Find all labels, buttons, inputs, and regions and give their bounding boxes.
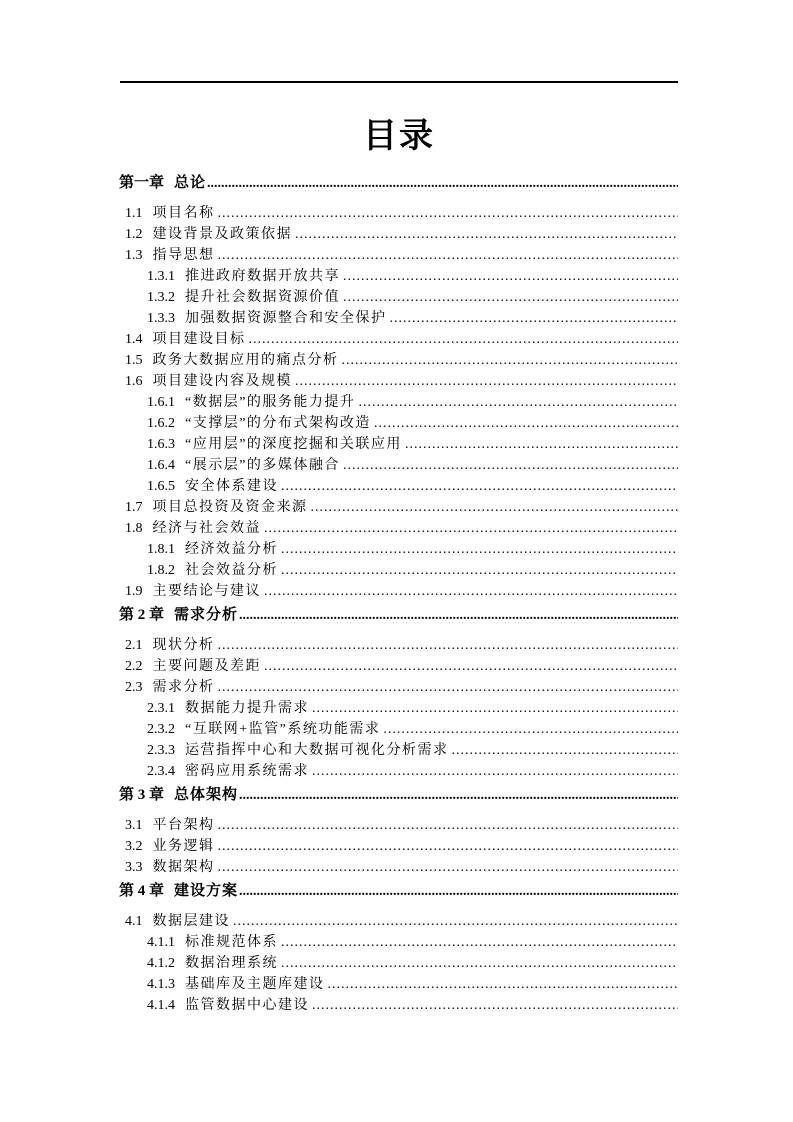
toc-entry[interactable] — [119, 434, 678, 455]
dot-leader — [264, 518, 678, 539]
entry-title: 数据治理系统 — [185, 956, 278, 971]
dot-leader — [218, 677, 679, 698]
page-title: 目录 — [363, 117, 435, 155]
entry-title: 经济效益分析 — [185, 542, 278, 557]
toc-entry[interactable] — [119, 539, 678, 560]
toc-entry[interactable] — [119, 857, 678, 878]
entry-number: 2.1 — [125, 638, 143, 653]
entry-number: 1.7 — [125, 500, 143, 515]
entry-title: 经济与社会效益 — [152, 521, 261, 536]
entry-number: 2.3.3 — [147, 743, 175, 758]
entry-number: 1.6.5 — [147, 479, 175, 494]
dot-leader — [374, 413, 678, 434]
entry-number: 4.1 — [125, 914, 143, 929]
dot-leader — [281, 476, 678, 497]
entry-title: 安全体系建设 — [185, 479, 278, 494]
entry-title: “应用层”的深度挖掘和关联应用 — [185, 437, 402, 452]
toc-entry[interactable] — [119, 308, 678, 329]
dot-leader — [383, 719, 678, 740]
entry-title: 基础库及主题库建设 — [185, 977, 325, 992]
dot-leader — [249, 329, 679, 350]
entry-title: 数据架构 — [152, 860, 215, 875]
toc-entry[interactable] — [119, 581, 678, 602]
toc-entry[interactable] — [119, 350, 678, 371]
entry-number: 1.9 — [125, 584, 143, 599]
toc-entry[interactable] — [119, 761, 678, 782]
toc-entry[interactable] — [119, 740, 678, 761]
entry-number: 1.6.2 — [147, 416, 175, 431]
toc-entry[interactable] — [119, 815, 678, 836]
dot-leader — [239, 605, 678, 626]
entry-title: 数据能力提升需求 — [185, 701, 309, 716]
dot-leader — [312, 698, 678, 719]
entry-number: 2.3.1 — [147, 701, 175, 716]
toc-entry[interactable] — [119, 932, 678, 953]
entry-title: 业务逻辑 — [152, 839, 215, 854]
entry-title: 项目总投资及资金来源 — [152, 500, 308, 515]
entry-title: 加强数据资源整合和安全保护 — [185, 311, 387, 326]
entry-title: 主要问题及差距 — [152, 659, 261, 674]
entry-number: 1.8.1 — [147, 542, 175, 557]
toc-list — [119, 170, 678, 1016]
entry-number: 2.3.4 — [147, 764, 175, 779]
toc-entry[interactable] — [119, 656, 678, 677]
entry-title: 运营指挥中心和大数据可视化分析需求 — [185, 743, 449, 758]
entry-number: 第 4 章 — [119, 883, 165, 899]
entry-number: 4.1.4 — [147, 998, 175, 1013]
entry-title: 项目建设目标 — [152, 332, 246, 347]
entry-number: 3.3 — [125, 860, 143, 875]
toc-entry[interactable] — [119, 836, 678, 857]
toc-entry[interactable] — [119, 677, 678, 698]
entry-number: 1.4 — [125, 332, 143, 347]
entry-title: 标准规范体系 — [185, 935, 278, 950]
entry-number: 1.3 — [125, 248, 143, 263]
entry-number: 1.3.3 — [147, 311, 175, 326]
entry-number: 第 2 章 — [119, 607, 165, 623]
entry-title: 现状分析 — [152, 638, 215, 653]
toc-chapter-heading[interactable] — [119, 785, 678, 806]
entry-title: “支撑层”的分布式架构改造 — [185, 416, 371, 431]
entry-title: 总体架构 — [174, 787, 239, 803]
toc-entry[interactable] — [119, 497, 678, 518]
dot-leader — [218, 836, 679, 857]
entry-number: 1.8 — [125, 521, 143, 536]
toc-chapter-heading[interactable] — [119, 605, 678, 626]
entry-number: 4.1.2 — [147, 956, 175, 971]
entry-title: 建设方案 — [174, 883, 239, 899]
dot-leader — [405, 434, 678, 455]
entry-number: 1.5 — [125, 353, 143, 368]
dot-leader — [218, 857, 679, 878]
entry-number: 4.1.1 — [147, 935, 175, 950]
entry-number: 1.1 — [125, 206, 143, 221]
entry-title: 主要结论与建议 — [152, 584, 261, 599]
entry-title: 指导思想 — [152, 248, 215, 263]
entry-title: “互联网+监管”系统功能需求 — [185, 722, 381, 737]
toc-entry[interactable] — [119, 698, 678, 719]
entry-title: 需求分析 — [152, 680, 215, 695]
dot-leader — [452, 740, 679, 761]
dot-leader — [239, 785, 678, 806]
entry-title: 建设背景及政策依据 — [152, 227, 292, 242]
dot-leader — [264, 656, 678, 677]
entry-number: 1.6 — [125, 374, 143, 389]
entry-number: 1.3.1 — [147, 269, 175, 284]
dot-leader — [218, 245, 679, 266]
toc-entry[interactable] — [119, 995, 678, 1016]
entry-number: 1.6.4 — [147, 458, 175, 473]
toc-entry[interactable] — [119, 974, 678, 995]
dot-leader — [281, 539, 678, 560]
toc-entry[interactable] — [119, 560, 678, 581]
entry-number: 2.3.2 — [147, 722, 175, 737]
entry-number: 1.8.2 — [147, 563, 175, 578]
entry-number: 2.3 — [125, 680, 143, 695]
toc-entry[interactable] — [119, 518, 678, 539]
entry-title: 密码应用系统需求 — [185, 764, 309, 779]
dot-leader — [295, 224, 678, 245]
entry-number: 第 3 章 — [119, 787, 165, 803]
entry-number: 1.2 — [125, 227, 143, 242]
toc-entry[interactable] — [119, 455, 678, 476]
toc-entry[interactable] — [119, 911, 678, 932]
entry-number: 3.1 — [125, 818, 143, 833]
toc-entry[interactable] — [119, 953, 678, 974]
dot-leader — [233, 911, 678, 932]
dot-leader — [281, 953, 678, 974]
dot-leader — [343, 287, 678, 308]
dot-leader — [239, 881, 678, 902]
entry-number: 2.2 — [125, 659, 143, 674]
entry-title: 总论 — [174, 175, 207, 191]
toc-chapter-heading[interactable] — [119, 881, 678, 902]
entry-number: 4.1.3 — [147, 977, 175, 992]
header-rule — [120, 81, 678, 83]
dot-leader — [218, 203, 679, 224]
entry-number: 第一章 — [119, 175, 165, 191]
dot-leader — [342, 350, 679, 371]
entry-title: 提升社会数据资源价值 — [185, 290, 340, 305]
toc-entry[interactable] — [119, 329, 678, 350]
dot-leader — [312, 761, 678, 782]
dot-leader — [281, 560, 678, 581]
dot-leader — [218, 635, 679, 656]
dot-leader — [281, 932, 678, 953]
dot-leader — [390, 308, 679, 329]
dot-leader — [207, 173, 678, 194]
entry-title: “展示层”的多媒体融合 — [185, 458, 340, 473]
toc-entry[interactable] — [119, 245, 678, 266]
toc-entry[interactable] — [119, 392, 678, 413]
toc-entry[interactable] — [119, 476, 678, 497]
toc-entry[interactable] — [119, 203, 678, 224]
toc-entry[interactable] — [119, 413, 678, 434]
dot-leader — [295, 371, 678, 392]
entry-title: 项目建设内容及规模 — [152, 374, 292, 389]
entry-title: 平台架构 — [152, 818, 215, 833]
entry-title: 监管数据中心建设 — [185, 998, 309, 1013]
toc-entry[interactable] — [119, 635, 678, 656]
entry-title: 政务大数据应用的痛点分析 — [152, 353, 339, 368]
entry-number: 3.2 — [125, 839, 143, 854]
dot-leader — [343, 266, 678, 287]
dot-leader — [264, 581, 678, 602]
toc-entry[interactable] — [119, 371, 678, 392]
toc-entry[interactable] — [119, 224, 678, 245]
entry-number: 1.3.2 — [147, 290, 175, 305]
entry-number: 1.6.1 — [147, 395, 175, 410]
dot-leader — [218, 815, 679, 836]
entry-title: 数据层建设 — [152, 914, 230, 929]
entry-title: 项目名称 — [152, 206, 215, 221]
dot-leader — [358, 392, 678, 413]
entry-title: 推进政府数据开放共享 — [185, 269, 340, 284]
entry-title: “数据层”的服务能力提升 — [185, 395, 356, 410]
toc-entry[interactable] — [119, 287, 678, 308]
dot-leader — [328, 974, 679, 995]
toc-entry[interactable] — [119, 719, 678, 740]
toc-chapter-heading[interactable] — [119, 173, 678, 194]
dot-leader — [312, 995, 678, 1016]
toc-entry[interactable] — [119, 266, 678, 287]
entry-number: 1.6.3 — [147, 437, 175, 452]
dot-leader — [311, 497, 679, 518]
entry-title: 社会效益分析 — [185, 563, 278, 578]
dot-leader — [343, 455, 678, 476]
entry-title: 需求分析 — [174, 607, 239, 623]
